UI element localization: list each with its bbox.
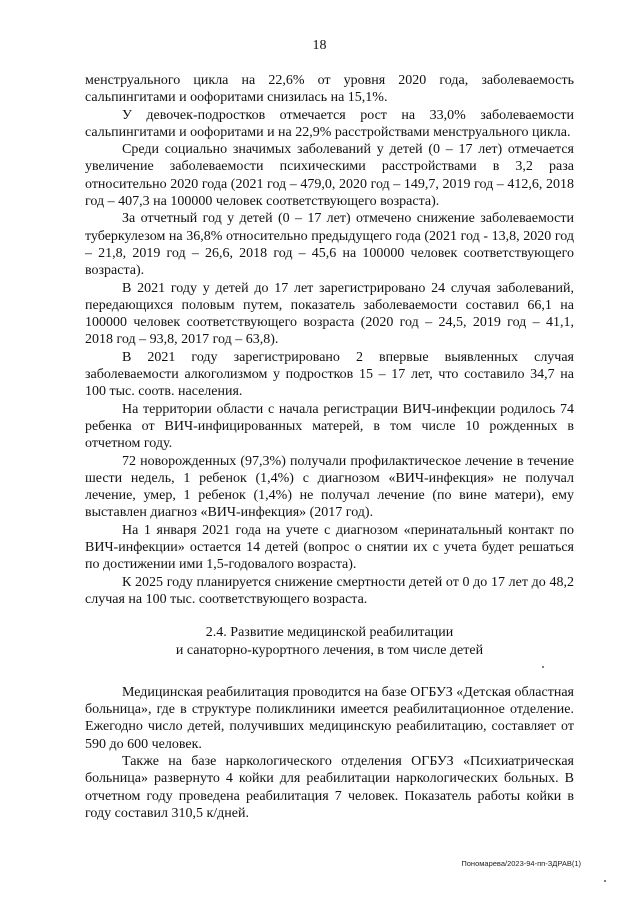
- paragraph: Среди социально значимых заболеваний у детей (0 – 17 лет) отмечается увеличение заболеваемости психическими расстройствами в 3,2 раза относительно 2020 года (2021 год – 479,0, 2020 год – 149,7, 2019 год – 412,6, 2018 год – 407,3 на 100000 человек соответствующего возраста).: [85, 142, 574, 210]
- scan-speck: [604, 880, 606, 882]
- paragraph: К 2025 году планируется снижение смертности детей от 0 до 17 лет до 48,2 случая на 100 тыс. соответствующего возраста.: [85, 574, 574, 607]
- paragraph: Медицинская реабилитация проводится на базе ОГБУЗ «Детская областная больница», где в структуре поликлиники имеется реабилитационное отделение. Ежегодно число детей, получивших медицинскую реабилитацию, составляет от 590 до 600 человек.: [85, 684, 574, 752]
- section-heading: [85, 624, 574, 659]
- section-heading-line: и санаторно-курортного лечения, в том числе детей: [175, 642, 484, 658]
- page-number: 18: [312, 38, 327, 53]
- paragraph: Также на базе наркологического отделения ОГБУЗ «Психиатрическая больница» развернуто 4 койки для реабилитации наркологических больных. В отчетном году проведена реабилитация 7 человек. Показатель работы койки в году составил 310,5 к/дней.: [85, 753, 574, 821]
- document-code: Пономарева/2023-94-пп-ЗДРАВ(1): [461, 859, 581, 868]
- paragraph: 72 новорожденных (97,3%) получали профилактическое лечение в течение шести недель, 1 ребенок (1,4%) с диагнозом «ВИЧ-инфекция» не получал лечение, умер, 1 ребенок (1,4%) не получал лечение (по вине матери), ему выставлен диагноз «ВИЧ-инфекция» (2017 год).: [85, 453, 574, 521]
- section-heading-line: 2.4. Развитие медицинской реабилитации: [205, 625, 454, 641]
- paragraph: На 1 января 2021 года на учете с диагнозом «перинатальный контакт по ВИЧ-инфекции» остается 14 детей (вопрос о снятии их с учета будет решаться по достижении ими 1,5-годовалого возраста).: [85, 522, 574, 573]
- paragraph: В 2021 году у детей до 17 лет зарегистрировано 24 случая заболеваний, передающихся половым путем, показатель заболеваемости составил 66,1 на 100000 человек соответствующего возраста (2020 год – 24,5, 2019 год – 41,1, 2018 год – 93,8, 2017 год – 63,8).: [85, 280, 574, 348]
- body-text: [85, 72, 574, 822]
- paragraph: В 2021 году зарегистрировано 2 впервые выявленных случая заболеваемости алкоголизмом у подростков 15 – 17 лет, что составило 34,7 на 100 тыс. соотв. населения.: [85, 349, 574, 400]
- paragraph: менструального цикла на 22,6% от уровня 2020 года, заболеваемость сальпингитами и оофоритами снизилась на 15,1%.: [85, 73, 574, 106]
- paragraph: За отчетный год у детей (0 – 17 лет) отмечено снижение заболеваемости туберкулезом на 36,8% относительно предыдущего года (2021 год - 13,8, 2020 год – 21,8, 2019 год – 26,6, 2018 год – 45,6 на 100000 человек соответствующего возраста).: [85, 211, 574, 279]
- paragraph: На территории области с начала регистрации ВИЧ-инфекции родилось 74 ребенка от ВИЧ-инфицированных матерей, в том числе 10 рожденных в отчетном году.: [85, 401, 574, 452]
- paragraph: У девочек-подростков отмечается рост на 33,0% заболеваемости сальпингитами и оофоритами и на 22,9% расстройствами менструального цикла.: [85, 107, 574, 140]
- scan-speck: [542, 666, 544, 668]
